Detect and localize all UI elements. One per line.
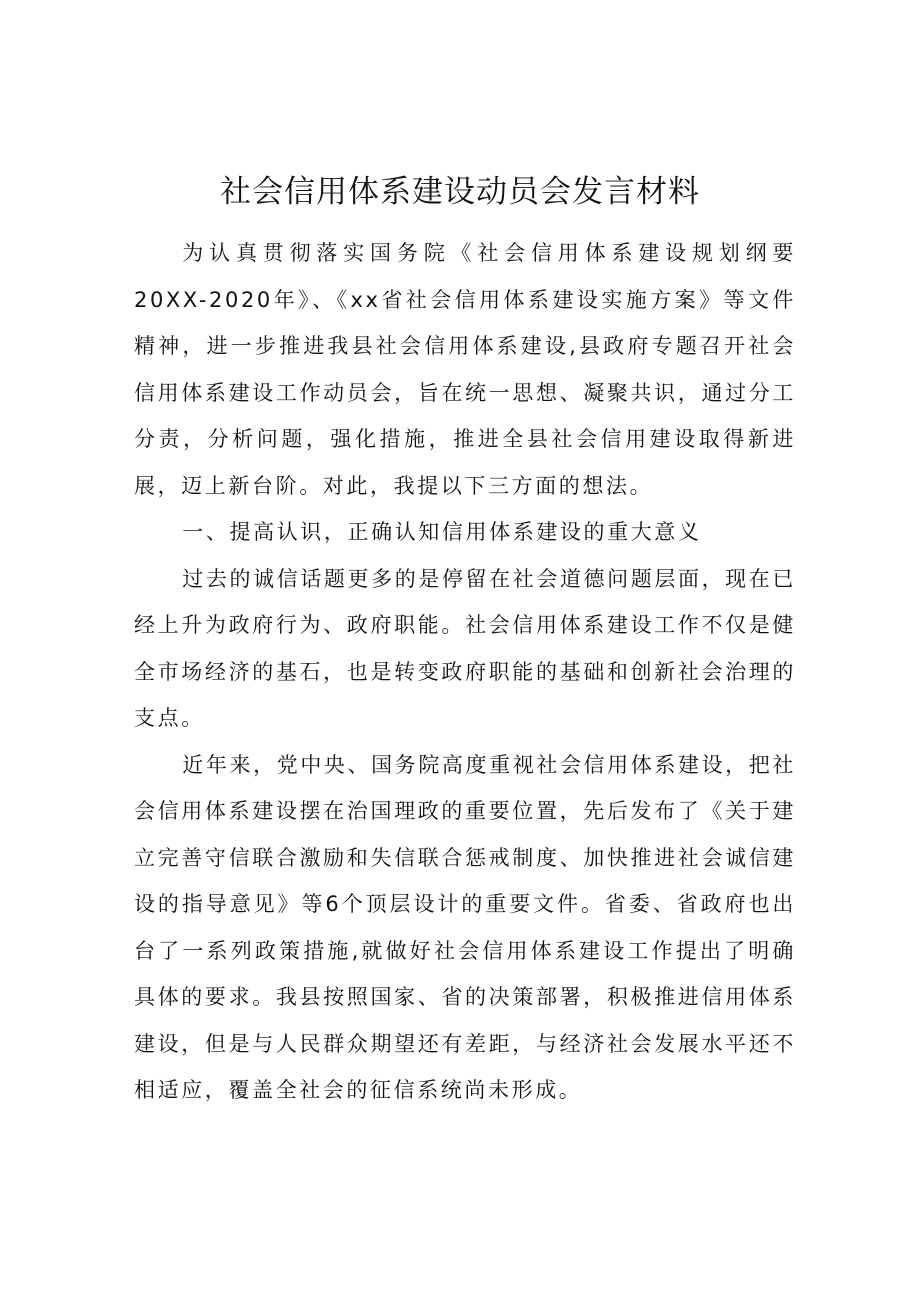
document-body	[134, 230, 796, 1114]
section-heading-1: 一、提高认识，正确认知信用体系建设的重大意义	[182, 520, 702, 544]
document-title: 社会信用体系建设动员会发言材料	[220, 174, 700, 210]
paragraph-credit-importance: 过去的诚信话题更多的是停留在社会道德问题层面，现在已经上升为政府行为、政府职能。社会信用体系建设工作不仅是健全市场经济的基石，也是转变政府职能的基础和创新社会治理的支点。	[134, 566, 796, 730]
paragraph-intro: 为认真贯彻落实国务院《社会信用体系建设规划纲要20XX-2020年》、《xx省社会信用体系建设实施方案》等文件精神，进一步推进我县社会信用体系建设,县政府专题召开社会信用体系建设工作动员会，旨在统一思想、凝聚共识，通过分工分责，分析问题，强化措施，推进全县社会信用建设取得新进展，迈上新台阶。对此，我提以下三方面的想法。	[134, 241, 796, 498]
paragraph-recent-years: 近年来，党中央、国务院高度重视社会信用体系建设，把社会信用体系建设摆在治国理政的重要位置，先后发布了《关于建立完善守信联合激励和失信联合惩戒制度、加快推进社会诚信建设的指导意见》等6个顶层设计的重要文件。省委、省政府也出台了一系列政策措施,就做好社会信用体系建设工作提出了明确具体的要求。我县按照国家、省的决策部署，积极推进信用体系建设，但是与人民群众期望还有差距，与经济社会发展水平还不相适应，覆盖全社会的征信系统尚未形成。	[134, 752, 796, 1102]
